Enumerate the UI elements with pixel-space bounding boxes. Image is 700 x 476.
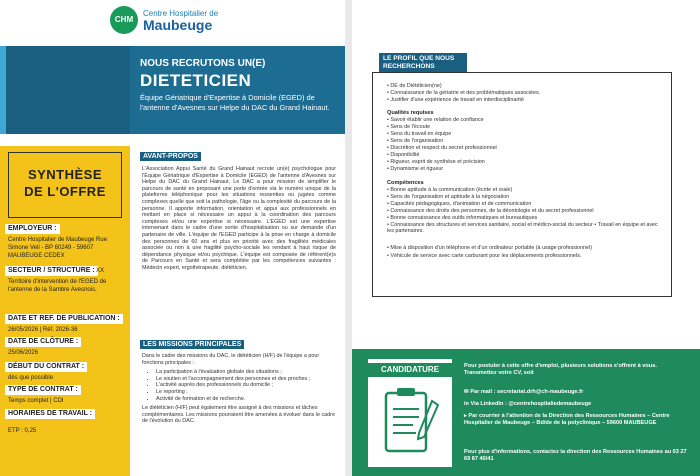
mail-icon: ✉ xyxy=(464,389,469,395)
hero-stripe xyxy=(0,46,6,134)
competence-item: • Capacités pédagogiques, d'animation et de communication xyxy=(387,201,532,207)
synthese-title-line1: SYNTHÈSE xyxy=(27,167,103,182)
mission-item: • Activité de formation et de recherche. xyxy=(156,396,336,403)
missions-block xyxy=(142,353,336,425)
job-subtitle: Équipe Gériatrique d'Expertise à Domicile (EGED) de l'antenne d'Avesnes sur Helpe du DAC du Grand Hainaut. xyxy=(140,93,330,112)
type-value: Temps complet | CDI xyxy=(8,398,64,404)
mission-item: • Le reporting ; xyxy=(156,389,336,396)
candidature-banner: CANDIDATURE xyxy=(366,363,454,377)
debut-label: DÉBUT DU CONTRAT : xyxy=(5,362,87,372)
hero-dark-panel xyxy=(0,46,130,134)
synthese-title-line2: DE L'OFFRE xyxy=(24,184,106,199)
cloture-value: 25/06/2026 xyxy=(8,350,39,356)
employeur-value: Centre Hospitalier de Maubeuge Rue Simone Veil - BP 60249 - 59607 MAUBEUGE CEDEX xyxy=(8,237,108,259)
date-label: DATE ET REF. DE PUBLICATION : xyxy=(5,314,123,324)
job-title: DIETETICIEN xyxy=(140,71,252,90)
candidature-intro: Pour postuler à cette offre d'emploi, plusieurs solutions s'offrent à vous. Transmettez votre CV, soit xyxy=(464,363,657,376)
debut-value: dès que possible xyxy=(8,375,54,381)
hospital-logo xyxy=(110,6,270,34)
qualite-item: • Sens de l'organisation xyxy=(387,138,444,144)
competence-item: • Bonne aptitude à la communication (écrite et orale) xyxy=(387,187,513,193)
synthese-title-box xyxy=(8,152,122,218)
candidature-linkedin xyxy=(464,401,689,408)
candidature-block xyxy=(352,349,700,476)
secteur-value: Territoire d'intervention de l'EGED de l'antenne de la Sambre Avesnois. xyxy=(8,279,107,293)
logo-badge: CHM xyxy=(110,6,138,34)
candidature-mail xyxy=(464,389,689,396)
linkedin-link[interactable]: Via LinkedIn : @centrehospitaliedemaubeuge xyxy=(470,401,592,407)
missions-intro: Dans le cadre des missions du DAC, le diététicien (H/F) de l'équipe a pour fonctions principales : xyxy=(142,353,320,366)
qualites-label: Qualités requises xyxy=(387,110,434,116)
type-label: TYPE DE CONTRAT : xyxy=(5,385,81,395)
synthese-sidebar xyxy=(0,146,130,476)
competence-item: • Connaissance des droits des personnes, de la déontologie et du secret professionnel xyxy=(387,208,594,214)
qualite-item: • Rigueur, esprit de synthèse et précision xyxy=(387,159,485,165)
candidature-courrier: ▸ Par courrier à l'attention de la Direction des Ressources Humaines – Centre Hospitalier de Maubeuge – Bd/de de la polyclinique – 59600 MAUBEUGE xyxy=(464,413,670,426)
secteur-value-inline: XX xyxy=(96,268,105,274)
hero-kicker: NOUS RECRUTONS UN(E) xyxy=(140,58,266,69)
competences-label: Compétences xyxy=(387,180,424,186)
page-right xyxy=(352,0,700,476)
logo-line2: Maubeuge xyxy=(143,17,213,33)
secteur-label: SECTEUR / STRUCTURE : xyxy=(5,266,98,276)
competence-item: • Connaissance des structures et services sanitaire, social et médico-social du secteur • Travail en équipe et avec les partenaires. xyxy=(387,222,658,235)
date-value: 26/05/2026 | Réf. 2026-36 xyxy=(8,327,78,333)
qualite-item: • Discrétion et respect du secret professionnel xyxy=(387,145,497,151)
profil-item: • Justifier d'une expérience de travail en interdisciplinarité xyxy=(387,97,524,103)
qualite-item: • Sens du travail en équipe xyxy=(387,131,452,137)
avant-propos-text: L'Association Appui Santé du Grand Hainaut recrute un(e) psychologue pour l'Équipe Gériatrique d'Expertise à Domicile (EGED) de l'antenne d'Avesnes sur Helpe du DAC du Grand Hainaut. Le DAC a pour mission de simplifier le parcours de santé en proposant une porte d'entrée via le numéro unique de la plateforme téléphonique pour les situations ressenties ou jugées comme complexes quelle que soit la pathologie, l'âge ou la complexité du parcours de la personne. Il apporte information, orientation et appui aux professionnels en mettant en place si nécessaire un appui à la coordination des parcours complexes et/ou une expertise si nécessaire. L'EGED est une expertise intervenant dans le cadre d'une sortie d'hospitalisation ou sur demande d'un partenaire de ville. L'équipe de l'EGED participe à la prise en charge à domicile des personnes de 60 ans et plus en priorité avec des fragilités médicales associée ou non à une fragilité psycho-sociale les rendant à haut risque de dépendance physique et/ou psychique. L'équipe est composée de référent(e)s de Parcours en Santé et sera complétée par les compétences suivantes : Médecin expert, ergothérapeute, diététicien. xyxy=(142,166,336,271)
horaires-value: ETP : 0,25 xyxy=(8,428,37,434)
extra-item: • Véhicule de service avec carte carburant pour les déplacements professionnels. xyxy=(387,253,582,259)
qualite-item: • Sens de l'écoute xyxy=(387,124,431,130)
extra-item: • Mise à disposition d'un téléphone et d'un ordinateur portable (à usage professionnel) xyxy=(387,245,593,251)
mission-item: • L'activité auprès des professionnels du domicile ; xyxy=(156,382,336,389)
profil-heading: LE PROFIL QUE NOUS RECHERCHONS xyxy=(379,53,467,73)
profil-box xyxy=(372,72,672,297)
competence-item: • Bonne connaissance des outils informatiques et bureautiques xyxy=(387,215,538,221)
avant-propos-heading: AVANT-PROPOS xyxy=(140,152,201,161)
candidature-contact: Pour plus d'informations, contactez la direction des Ressources Humaines au 03 27 69 87 40/41 xyxy=(464,449,687,462)
missions-list xyxy=(142,369,336,402)
profil-item: • Connaissance de la gériatrie et des problématiques associées. xyxy=(387,90,541,96)
qualite-item: • Savoir établir une relation de confiance xyxy=(387,117,484,123)
mail-link[interactable]: Par mail : secretariat.drh@ch-maubeuge.fr xyxy=(470,389,584,395)
cloture-label: DATE DE CLÔTURE : xyxy=(5,337,81,347)
qualite-item: • Dynamisme et rigueur xyxy=(387,166,444,172)
page-left xyxy=(0,0,345,476)
logo-line1: Centre Hospitalier de xyxy=(143,9,219,18)
mission-item: • Le soutien et l'accompagnement des personnes et des proches ; xyxy=(156,376,336,383)
qualite-item: • Disponibilité xyxy=(387,152,420,158)
envelope-icon: ▸ xyxy=(464,413,467,419)
linkedin-icon: in xyxy=(464,401,469,407)
missions-heading: LES MISSIONS PRINCIPALES xyxy=(140,340,244,349)
missions-outro: Le diététicien (H/F) peut également être assigné à des missions et tâches complémentaires. Les missions pourraient être amenées à évoluer dans le cadre de l'évolution du DAC. xyxy=(142,405,335,425)
horaires-label: HORAIRES DE TRAVAIL : xyxy=(5,409,95,419)
competence-item: • Sens de l'organisation et aptitude à la négociation xyxy=(387,194,510,200)
mission-item: • La participation à l'évaluation globale des situations ; xyxy=(156,369,336,376)
hero-banner xyxy=(0,46,345,134)
profil-item: • DE de Diététicien(ne) xyxy=(387,83,442,89)
employeur-label: EMPLOYEUR : xyxy=(5,224,60,234)
